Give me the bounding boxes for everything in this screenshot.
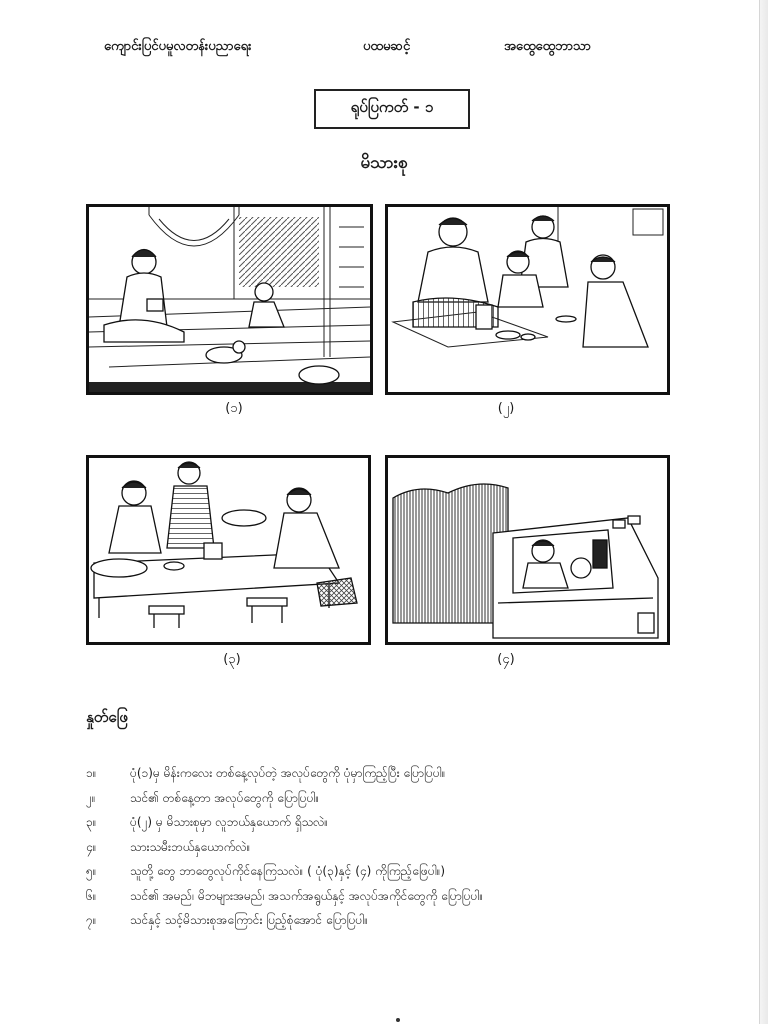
- question-number: ၇။: [86, 913, 97, 928]
- question-number: ၂။: [86, 790, 96, 805]
- illustration-home-reading: [86, 204, 373, 395]
- illustration-food-stall: [86, 455, 371, 645]
- question-text: သင်၏ အမည်၊ မိဘများအမည်၊ အသက်အရွယ်နှင့် အလုပ်အကိုင်တွေကို ပြောပြပါ။: [130, 888, 484, 903]
- family-meal-drawing: [388, 207, 667, 392]
- question-text: သူတို့ တွေ ဘာတွေလုပ်ကိုင်နေကြသလဲ။ ( ပုံ(၃)နှင့် (၄) ကိုကြည့်ဖြေပါ။): [130, 864, 446, 879]
- chart-number-box: [314, 89, 470, 129]
- illustration-truck-driver: [385, 455, 670, 645]
- home-reading-drawing: [89, 207, 370, 392]
- chart-number-label: ရုပ်ပြကတ် - ၁: [350, 98, 434, 116]
- question-item: [86, 836, 726, 861]
- caption-panel-1: (၁): [225, 401, 243, 416]
- question-item: [86, 909, 726, 934]
- header-program: ကျောင်းပြင်ပမူလတန်းပညာရေး: [104, 39, 252, 54]
- question-item: [86, 860, 726, 885]
- question-text: သားသမီးဘယ်နှယောက်လဲ။: [130, 839, 251, 854]
- question-number: ၄။: [86, 839, 97, 854]
- question-item: [86, 811, 726, 836]
- question-number: ၁။: [86, 766, 97, 781]
- page-mark: [396, 1018, 400, 1022]
- question-item: [86, 787, 726, 812]
- question-text: ပုံ(၂) မှ မိသားစုမှာ လူဘယ်နှယောက် ရှိသလဲ။: [130, 815, 329, 830]
- question-text: ပုံ(၁)မှ မိန်းကလေး တစ်နေ့လုပ်တဲ့ အလုပ်တွေကို ပုံမှာကြည့်ပြီး ပြောပြပါ။: [130, 766, 446, 781]
- questions-heading: နှုတ်ဖြေ: [86, 708, 128, 726]
- questions-list: [86, 762, 726, 934]
- illustration-family-meal: [385, 204, 670, 395]
- food-stall-drawing: [89, 458, 368, 642]
- header-level: ပထမဆင့်: [363, 39, 411, 54]
- question-number: ၅။: [86, 864, 97, 879]
- caption-panel-3: (၃): [223, 652, 241, 667]
- question-text: သင်၏ တစ်နေ့တာ အလုပ်တွေကို ပြောပြပါ။: [130, 790, 320, 805]
- question-number: ၃။: [86, 815, 97, 830]
- page-title: မိသားစု: [360, 153, 408, 173]
- caption-panel-2: (၂): [497, 401, 515, 416]
- truck-driver-drawing: [388, 458, 667, 642]
- header-subject: အထွေထွေဘာသာ: [504, 39, 591, 54]
- caption-panel-4: (၄): [497, 652, 515, 667]
- question-item: [86, 762, 726, 787]
- page-header: [0, 38, 768, 62]
- question-item: [86, 885, 726, 910]
- question-text: သင်နှင့် သင့်မိသားစုအကြောင်း ပြည့်စုံအောင် ပြောပြပါ။: [130, 913, 368, 928]
- question-number: ၆။: [86, 888, 97, 903]
